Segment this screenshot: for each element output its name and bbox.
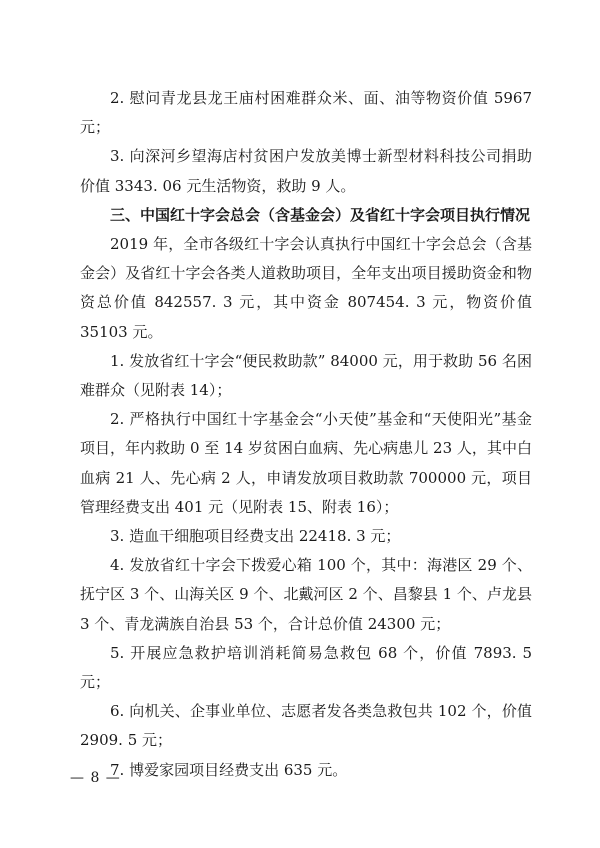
section-heading: 三、中国红十字会总会（含基金会）及省红十字会项目执行情况 (110, 205, 531, 224)
page-number: — 8 — (70, 770, 121, 786)
paragraph-item-1-relief: 1. 发放省红十字会“便民救助款” 84000 元，用于救助 56 名困难群众（见附表 14）； (80, 351, 532, 400)
paragraph-item-4-love-box: 4. 发放省红十字会下拨爱心箱 100 个，其中：海港区 29 个、抚宁区 3 个、山海关区 9 个、北戴河区 2 个、昌黎县 1 个、卢龙县 3 个、青龙满族自治县 53 个，合计总价值 24300 元； (80, 556, 532, 633)
paragraph-item-3-donation: 3. 向深河乡望海店村贫困户发放美博士新型材料科技公司捐助价值 3343. 06 元生活物资，救助 9 人。 (80, 147, 532, 195)
paragraph-item-3-stem-cell: 3. 造血干细胞项目经费支出 22418. 3 元； (110, 527, 401, 546)
paragraph-summary: 2019 年，全市各级红十字会认真执行中国红十字会总会（含基金会）及省红十字会各类人道救助项目，全年支出项目援助资金和物资总价值 842557. 3 元，其中资金 807454. 3 元，物资价值 35103 元。 (80, 235, 532, 341)
paragraph-item-2-angel-fund: 2. 严格执行中国红十字基金会“小天使”基金和“天使阳光”基金项目，年内救助 0 至 14 岁贫困白血病、先心病患儿 23 人，其中白血病 21 人、先心病 2 人，申请发放项目救助款 700000 元，项目管理经费支出 401 元（见附表 15、附表 16）； (80, 410, 532, 516)
paragraph-item-5-first-aid-training: 5. 开展应急救护培训消耗简易急救包 68 个，价值 7893. 5 元； (80, 643, 532, 692)
paragraph-item-2-rice: 2. 慰问青龙县龙王庙村困难群众米、面、油等物资价值 5967 元； (80, 89, 532, 137)
document-body (80, 84, 532, 785)
paragraph-item-7-home-project: 7. 博爱家园项目经费支出 635 元。 (110, 760, 348, 779)
paragraph-item-6-first-aid-kits: 6. 向机关、企事业单位、志愿者发各类急救包共 102 个，价值 2909. 5 元； (80, 702, 532, 750)
